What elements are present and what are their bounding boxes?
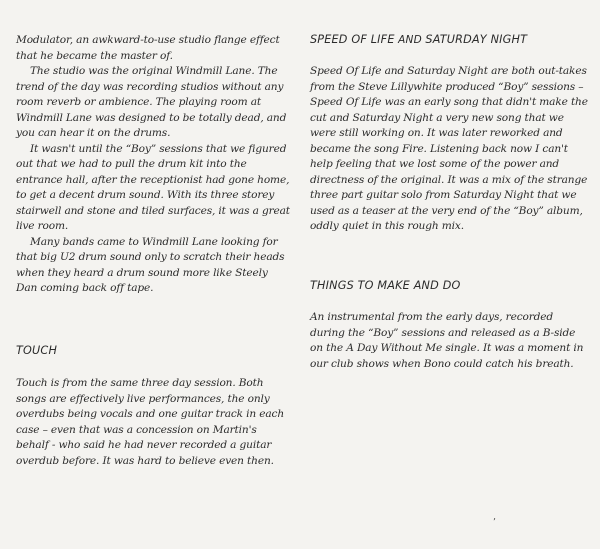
paragraph-boy-sessions: It wasn't until the “Boy” sessions that we figured out that we had to pull the drum kit into the entrance hall, after the receptionist had gone home, to get a decent drum sound. With its three storey stairwell and stone and tiled surfaces, it was a great live room. [16, 142, 290, 232]
heading-speed-of-life [310, 33, 527, 47]
page-mark: ’ [493, 518, 496, 528]
heading-speed-and: AND [394, 34, 426, 46]
things-to-make-section [310, 310, 590, 372]
speed-of-life-section [310, 64, 590, 235]
heading-speed-part1: SPEED OF LIFE [310, 33, 395, 46]
heading-touch: TOUCH [16, 344, 58, 357]
heading-speed-part2: SATURDAY NIGHT [425, 33, 528, 46]
paragraph-modulator: Modulator, an awkward-to-use studio flange effect that he became the master of. [16, 34, 280, 62]
paragraph-drum-sound: Many bands came to Windmill Lane looking for that big U2 drum sound only to scratch their heads when they heard a drum sound more like Steely Dan coming back off tape. [16, 235, 285, 294]
paragraph-touch: Touch is from the same three day session. Both songs are effectively live performances, the only overdubs being vocals and one guitar track in each case – even that was a concession on Martin's behalf - who said he had never recorded a guitar overdub before. It was hard to believe even then. [16, 377, 284, 467]
paragraph-studio: The studio was the original Windmill Lane. The trend of the day was recording studios without any room reverb or ambience. The playing room at Windmill Lane was designed to be totally dead, and you can hear it on the drums. [16, 65, 287, 139]
heading-things-to-make-and-do: THINGS TO MAKE AND DO [310, 279, 461, 292]
touch-section [16, 376, 290, 469]
windmill-lane-text [16, 33, 290, 297]
paragraph-speed-of-life: Speed Of Life and Saturday Night are both out-takes from the Steve Lillywhite produced “Boy” sessions – Speed Of Life was an early song that didn't make the cut and Saturday Night a very new song that we were still working on. It was later reworked and became the song Fire. Listening back now I can't help feeling that we lost some of the power and directness of the original. It was a mix of the strange three part guitar solo from Saturday Night that we used as a teaser at the very end of the “Boy” album, oddly quiet in this rough mix. [310, 65, 588, 232]
paragraph-things-to-make: An instrumental from the early days, recorded during the “Boy” sessions and released as a B-side on the A Day Without Me single. It was a moment in our club shows when Bono could catch his breath. [310, 311, 584, 370]
